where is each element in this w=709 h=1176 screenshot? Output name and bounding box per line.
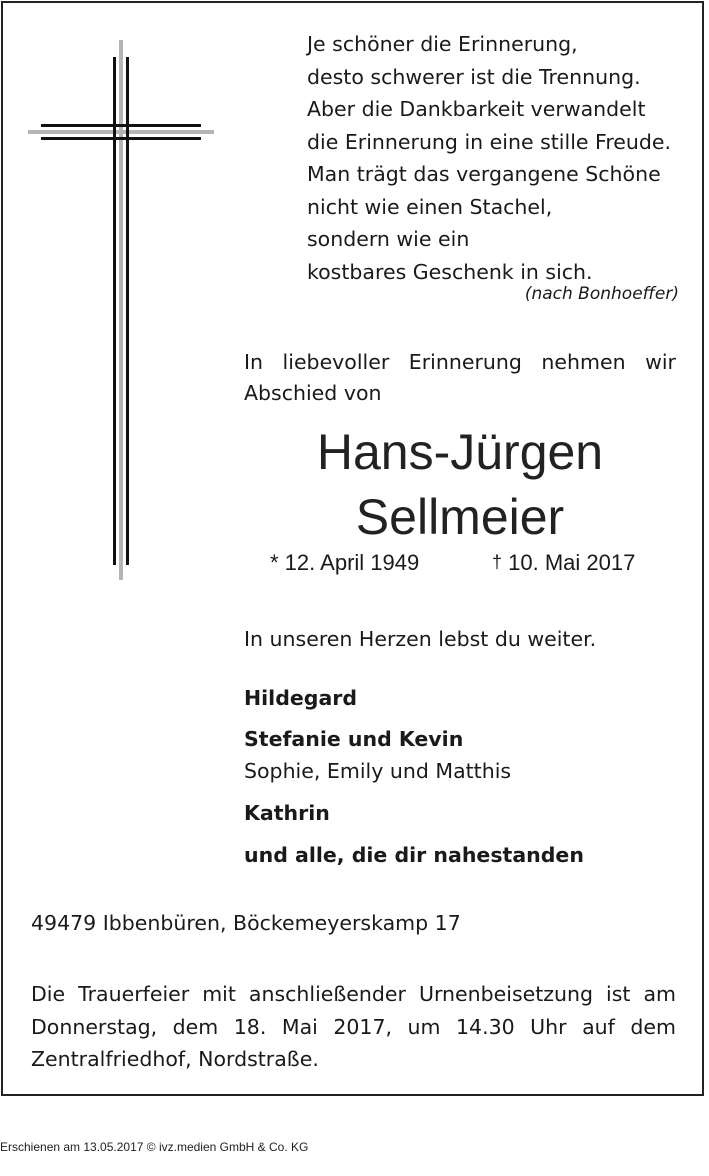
funeral-info: Die Trauerfeier mit anschließender Urnenbeisetzung ist am Donnerstag, dem 18. Mai 2017, um 14.30 Uhr auf dem Zentralfriedhof, Nordstraße. [31,982,676,1071]
mourner-name: Stefanie und Kevin [244,727,464,751]
poem [307,28,671,288]
poem-line: Je schöner die Erinnerung, [307,32,578,56]
deceased-first-name: Hans-Jürgen [316,424,604,480]
poem-line: Aber die Dankbarkeit verwandelt [307,97,646,121]
publication-footer: Erschienen am 13.05.2017 © ivz.medien GmbH & Co. KG [0,1140,309,1154]
poem-line: desto schwerer ist die Trennung. [307,64,641,89]
cross-icon [26,40,216,580]
poem-line: die Erinnerung in eine stille Freude. [307,129,672,154]
poem-line: Man trägt das vergangene Schöne [307,162,661,186]
deceased-last-name: Sellmeier [355,489,565,545]
poem-line: nicht wie einen Stachel, [307,194,553,219]
dagger-icon: † [492,552,503,572]
birth-date: * 12. April 1949 [270,550,420,575]
mourner-name: Kathrin [244,801,330,825]
intro-text: In liebevoller Erinnerung nehmen wir Abschied von [244,350,676,405]
mourner-children: Sophie, Emily und Matthis [244,759,512,783]
death-date: 10. Mai 2017 [508,550,636,575]
mourning-address: 49479 Ibbenbüren, Böckemeyerskamp 17 [31,911,461,935]
poem-line: sondern wie ein [307,227,470,251]
poem-line: kostbares Geschenk in sich. [307,259,593,284]
mourner-name: und alle, die dir nahestanden [244,843,584,867]
poem-attribution: (nach Bonhoeffer) [524,284,679,304]
mourner-name: Hildegard [244,686,358,710]
death-date-line [492,550,635,576]
closing-line: In unseren Herzen lebst du weiter. [244,627,597,651]
